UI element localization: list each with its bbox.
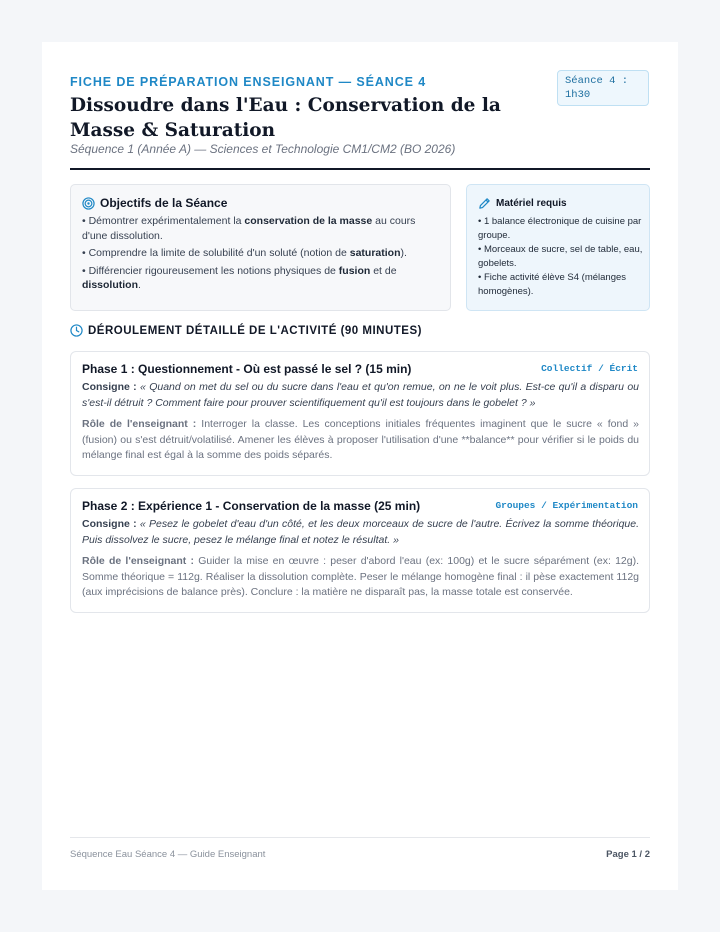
objectives-list xyxy=(82,214,442,296)
phase-consigne: Consigne : « Quand on met du sel ou du sucre dans l'eau et qu'on remue, on ne le voit plus. Est-ce qu'il a disparu ou s'est-il détruit ? Comment faire pour prouver scientifiquement qu'il est toujours dans le gobelet ? » xyxy=(82,381,639,409)
page-subtitle: Séquence 1 (Année A) — Sciences et Technologie CM1/CM2 (BO 2026) xyxy=(70,142,456,156)
phase-consigne: Consigne : « Pesez le gobelet d'eau d'un côté, et les deux morceaux de sucre de l'autre. Écrivez la somme théorique. Puis dissolvez le sucre, pesez le mélange final et notez le résultat. » xyxy=(82,518,640,546)
phase-body xyxy=(82,517,639,607)
phase-teacher-role: Rôle de l'enseignant : Guider la mise en œuvre : peser d'abord l'eau (ex: 100g) et le sucre séparément (ex: 12g). Somme théorique = 112g. Réaliser la dissolution complète. Peser le mélange homogène final : il pèse exactement 112g (aux imprécisions de balance près). Conclure : la matière ne disparaît pas, la masse totale est conservée. xyxy=(82,555,639,598)
phase-mode-tag: Collectif / Écrit xyxy=(541,363,638,374)
materials-title: Matériel requis xyxy=(496,198,567,209)
clock-icon xyxy=(70,324,83,337)
materials-list xyxy=(478,215,643,299)
pencil-icon xyxy=(478,197,491,210)
objective-item: • Démontrer expérimentalement la conservation de la masse au cours d'une dissolution. xyxy=(82,215,416,242)
phase-card xyxy=(70,351,650,476)
footer-divider xyxy=(70,837,650,838)
activity-section-title: DÉROULEMENT DÉTAILLÉ DE L'ACTIVITÉ (90 MINUTES) xyxy=(88,324,422,337)
target-icon xyxy=(82,197,95,210)
phase-title: Phase 1 : Questionnement - Où est passé le sel ? (15 min) xyxy=(82,362,412,376)
page-content xyxy=(70,42,650,890)
objectives-heading xyxy=(82,196,227,210)
objectives-box xyxy=(70,184,451,311)
footer-document-name: Séquence Eau Séance 4 — Guide Enseignant xyxy=(70,849,266,860)
header-divider xyxy=(70,168,650,170)
phase-mode-tag: Groupes / Expérimentation xyxy=(495,500,638,511)
phase-card xyxy=(70,488,650,613)
phase-body xyxy=(82,380,639,470)
materials-box xyxy=(466,184,650,311)
objective-item: • Différencier rigoureusement les notions physiques de fusion et de dissolution. xyxy=(82,264,397,291)
objective-item: • Comprendre la limite de solubilité d'un soluté (notion de saturation). xyxy=(82,247,407,259)
objectives-title: Objectifs de la Séance xyxy=(100,196,228,210)
materials-heading xyxy=(478,197,567,210)
phase-title: Phase 2 : Expérience 1 - Conservation de la masse (25 min) xyxy=(82,499,421,513)
material-item: • 1 balance électronique de cuisine par groupe. xyxy=(478,216,642,241)
phase-teacher-role: Rôle de l'enseignant : Interroger la classe. Les conceptions initiales fréquentes imaginent que le sucre « fond » (fusion) ou s'est détruit/volatilisé. Amener les élèves à proposer l'utilisation d'une **balance** pour vérifier si le poids du mélange final est égal à la somme des poids séparés. xyxy=(82,418,639,461)
material-item: • Fiche activité élève S4 (mélanges homogènes). xyxy=(478,272,627,297)
activity-section-heading xyxy=(70,324,422,337)
page-number: Page 1 / 2 xyxy=(606,849,650,860)
session-duration-badge: Séance 4 : 1h30 xyxy=(557,70,649,106)
page-title: Dissoudre dans l'Eau : Conservation de la Masse & Saturation xyxy=(70,95,501,141)
document-page xyxy=(42,42,678,890)
material-item: • Morceaux de sucre, sel de table, eau, gobelets. xyxy=(478,244,643,269)
document-kicker: FICHE DE PRÉPARATION ENSEIGNANT — SÉANCE 4 xyxy=(70,75,427,89)
